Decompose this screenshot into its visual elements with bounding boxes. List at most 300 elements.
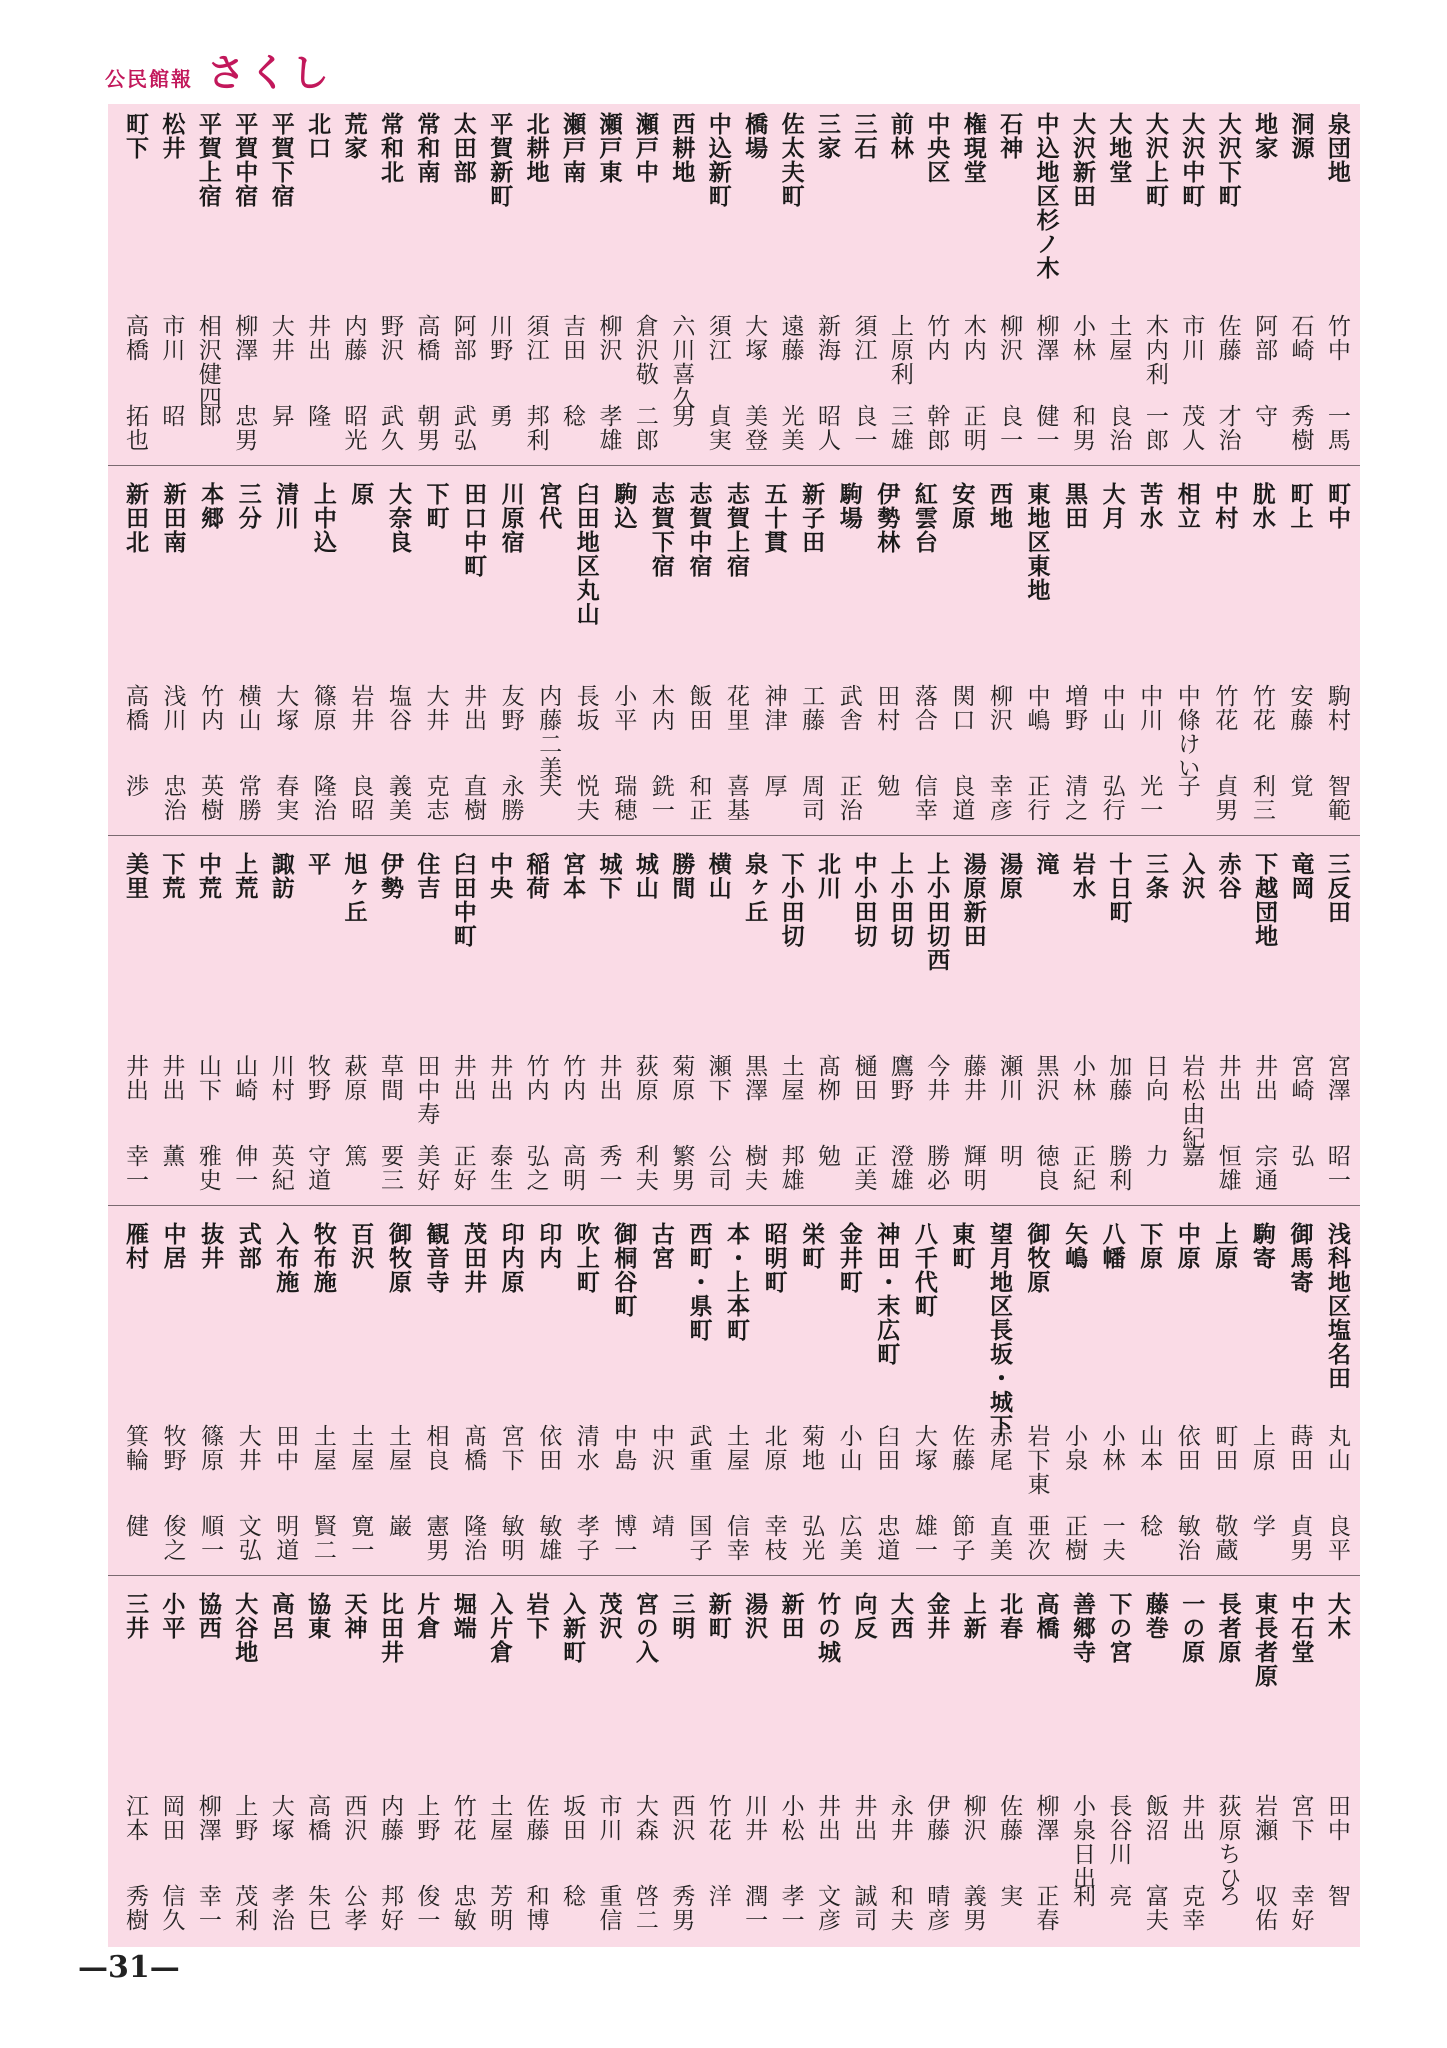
surname: 宮下	[497, 1424, 524, 1472]
place-name: 新田	[777, 1592, 805, 1640]
place-name: 下小田切	[777, 852, 805, 948]
place-name: 住吉	[413, 852, 441, 900]
given-name: 信久	[158, 1884, 185, 1932]
place-name: 御馬寄	[1286, 1222, 1314, 1294]
directory-entry	[757, 474, 791, 829]
directory-entry	[1247, 1584, 1281, 1939]
surname: 篠原	[197, 1424, 224, 1472]
given-name: 収佑	[1251, 1884, 1278, 1932]
directory-entry	[1095, 1214, 1129, 1569]
surname: 篠原	[309, 684, 336, 732]
surname: 神津	[760, 684, 787, 732]
directory-entry	[1247, 104, 1281, 459]
place-name: 八幡	[1098, 1222, 1126, 1270]
surname: 佐藤	[996, 1794, 1023, 1842]
surname: 浅川	[159, 684, 186, 732]
directory-entry	[337, 1584, 371, 1939]
surname: 倉沢敬	[631, 314, 658, 386]
directory-entry	[992, 1584, 1026, 1939]
surname: 市川	[158, 314, 185, 362]
given-name: 正明	[959, 404, 986, 452]
surname: 木内利	[1141, 314, 1168, 386]
surname: 野沢	[376, 314, 403, 362]
directory-entry	[883, 104, 917, 459]
place-name: 岩水	[1068, 852, 1096, 900]
place-name: 西町・県町	[685, 1222, 713, 1342]
place-name: 八千代町	[910, 1222, 938, 1318]
directory-entry	[1029, 844, 1063, 1199]
given-name: 泰生	[486, 1144, 513, 1192]
place-name: 下越団地	[1251, 852, 1279, 948]
place-name: 中小田切	[850, 852, 878, 948]
given-name: 夫	[535, 774, 562, 798]
surname: 相良	[422, 1424, 449, 1472]
surname: 落合	[910, 684, 937, 732]
surname: 佐藤	[948, 1424, 975, 1472]
directory-entry	[1284, 1584, 1318, 1939]
page-number: —31—	[78, 1950, 180, 1985]
surname: 大塚	[910, 1424, 937, 1472]
surname: 関口	[948, 684, 975, 732]
directory-entry	[1174, 104, 1208, 459]
given-name: 洋	[704, 1884, 731, 1908]
given-name: 和男	[1068, 404, 1095, 452]
surname: 小泉	[1061, 1424, 1088, 1472]
given-name: 誠司	[850, 1884, 877, 1932]
directory-entry	[156, 474, 190, 829]
given-name: 敏雄	[535, 1514, 562, 1562]
surname: 大井	[267, 314, 294, 362]
surname: 土屋	[723, 1424, 749, 1472]
directory-entry	[446, 844, 480, 1199]
given-name: 孝子	[572, 1514, 599, 1562]
given-name: 朱巳	[304, 1884, 331, 1932]
surname: 土屋	[1105, 314, 1132, 362]
place-name: 安原	[948, 482, 976, 530]
page-header	[105, 42, 333, 97]
place-name: 新子田	[798, 482, 826, 554]
place-name: 藤巻	[1141, 1592, 1169, 1640]
directory-entry	[1284, 104, 1318, 459]
given-name: 良一	[996, 404, 1023, 452]
surname: 柳澤	[1032, 1794, 1059, 1842]
place-name: 町中	[1324, 482, 1351, 530]
given-name: 常勝	[234, 774, 261, 822]
directory-entry	[832, 1214, 866, 1569]
place-name: 清川	[272, 482, 300, 530]
given-name: 輝明	[959, 1144, 986, 1192]
surname: 北原	[760, 1424, 787, 1472]
directory-entry	[1247, 844, 1281, 1199]
surname: 今井	[923, 1054, 950, 1102]
place-name: 茂沢	[595, 1592, 623, 1640]
given-name: 勇	[486, 404, 513, 428]
place-name: 大沢中町	[1178, 112, 1206, 208]
place-name: 栄町	[798, 1222, 826, 1270]
place-name: 平賀中宿	[231, 112, 259, 208]
place-name: 下荒	[158, 852, 186, 900]
directory-entry	[1284, 844, 1318, 1199]
given-name: 忠敏	[449, 1884, 476, 1932]
directory-entry	[118, 474, 152, 829]
directory-entry	[1138, 104, 1172, 459]
given-name: 良道	[948, 774, 975, 822]
surname: 井出	[814, 1794, 841, 1842]
surname: 土屋	[486, 1794, 513, 1842]
directory-entry	[191, 1584, 225, 1939]
place-name: 苦水	[1136, 482, 1164, 530]
given-name: 文彦	[814, 1884, 841, 1932]
given-name: 学	[1248, 1514, 1275, 1538]
given-name: 正美	[850, 1144, 877, 1192]
place-name: 城山	[631, 852, 659, 900]
place-name: 入片倉	[486, 1592, 514, 1664]
place-name: 大沢上町	[1141, 112, 1169, 208]
directory-entry	[919, 1584, 953, 1939]
surname: 臼田	[873, 1424, 900, 1472]
surname: 竹花	[704, 1794, 731, 1842]
surname: 小松	[777, 1794, 804, 1842]
given-name: 繁男	[668, 1144, 695, 1192]
place-name: 伊勢林	[873, 482, 901, 554]
directory-entry	[555, 1584, 589, 1939]
surname: 中條けい	[1173, 684, 1200, 780]
given-name: 俊一	[413, 1884, 440, 1932]
place-name: 湯原	[996, 852, 1024, 900]
surname: 瀬川	[996, 1054, 1023, 1102]
surname: 花里	[723, 684, 749, 732]
given-name: 宗通	[1251, 1144, 1278, 1192]
place-name: 上小田切西	[923, 852, 951, 972]
surname: 牧野	[304, 1054, 331, 1102]
place-name: 中居	[159, 1222, 187, 1270]
place-name: 吹上町	[572, 1222, 600, 1294]
surname: 西沢	[340, 1794, 367, 1842]
surname: 大森	[631, 1794, 658, 1842]
directory-entry	[1320, 1214, 1354, 1569]
given-name: 博一	[610, 1514, 637, 1562]
given-name: 正紀	[1068, 1144, 1095, 1192]
place-name: 中央区	[923, 112, 951, 184]
given-name: 和正	[685, 774, 712, 822]
surname: 横山	[234, 684, 261, 732]
directory-entry	[591, 1584, 625, 1939]
directory-entry	[591, 104, 625, 459]
directory-entry	[883, 844, 917, 1199]
given-name: 順一	[197, 1514, 224, 1562]
directory-entry	[1029, 104, 1063, 459]
given-name: 弘	[1287, 1144, 1314, 1168]
place-name: 平	[304, 852, 332, 876]
surname: 井出	[460, 684, 487, 732]
surname: 土屋	[347, 1424, 374, 1472]
directory-entry	[519, 104, 553, 459]
given-name: 樹夫	[741, 1144, 768, 1192]
place-name: 常和南	[413, 112, 441, 184]
directory-entry	[1282, 1214, 1316, 1569]
place-name: 矢嶋	[1061, 1222, 1089, 1270]
directory-entry	[446, 104, 480, 459]
directory-entry	[956, 844, 990, 1199]
given-name: 健	[122, 1514, 148, 1538]
directory-entry	[1132, 474, 1166, 829]
surname: 柳澤	[1032, 314, 1059, 362]
place-name: 中込新町	[704, 112, 732, 208]
directory-entry	[300, 844, 334, 1199]
given-name: 恒雄	[1214, 1144, 1241, 1192]
place-name: 大沢下町	[1214, 112, 1242, 208]
directory-entry	[118, 844, 152, 1199]
place-name: 大沢新田	[1068, 112, 1096, 208]
surname: 瀬下	[704, 1054, 731, 1102]
surname: 竹内	[522, 1054, 549, 1102]
given-name: 澄雄	[886, 1144, 913, 1192]
directory-entry	[606, 1214, 640, 1569]
surname: 佐藤	[522, 1794, 549, 1842]
given-name: 正好	[449, 1144, 476, 1192]
place-name: 昭明町	[760, 1222, 788, 1294]
place-name: 入沢	[1178, 852, 1206, 900]
surname: 牧野	[159, 1424, 186, 1472]
directory-entry	[1101, 1584, 1135, 1939]
place-name: 権現堂	[959, 112, 987, 184]
given-name: 直樹	[460, 774, 487, 822]
surname: 箕輪	[122, 1424, 148, 1472]
directory-entry	[1029, 1584, 1063, 1939]
surname: 須江	[704, 314, 731, 362]
given-name: 雅史	[194, 1144, 221, 1192]
given-name: 篤	[340, 1144, 367, 1168]
place-name: 相立	[1173, 482, 1201, 530]
directory-entry	[681, 1214, 715, 1569]
directory-band	[108, 1214, 1360, 1569]
place-name: 中村	[1211, 482, 1239, 530]
directory-entry	[1057, 474, 1091, 829]
place-name: 町下	[122, 112, 149, 160]
directory-entry	[681, 474, 715, 829]
directory-entry	[231, 1214, 265, 1569]
directory-entry	[381, 474, 415, 829]
given-name: 昭光	[340, 404, 367, 452]
surname: 土屋	[384, 1424, 411, 1472]
place-name: 上中込	[309, 482, 337, 554]
place-name: 平賀下宿	[267, 112, 295, 208]
place-name: 御牧原	[1023, 1222, 1051, 1294]
given-name: 良一	[850, 404, 877, 452]
directory-entry	[1138, 844, 1172, 1199]
given-name: 隆	[304, 404, 331, 428]
directory-entry	[373, 104, 407, 459]
given-name: 薫	[158, 1144, 185, 1168]
given-name: 正春	[1032, 1884, 1059, 1932]
surname: 遠藤	[777, 314, 804, 362]
place-name: 横山	[704, 852, 732, 900]
surname: 井出	[1214, 1054, 1241, 1102]
surname: 柳澤	[231, 314, 258, 362]
directory-entry	[846, 104, 880, 459]
given-name: 一馬	[1323, 404, 1350, 452]
band-divider	[108, 465, 1360, 466]
directory-entry	[343, 1214, 377, 1569]
surname: 木内	[647, 684, 674, 732]
directory-entry	[944, 474, 978, 829]
place-name: 湯原新田	[959, 852, 987, 948]
place-name: 大木	[1323, 1592, 1351, 1640]
directory-entry	[118, 1584, 152, 1939]
surname: 岡田	[158, 1794, 185, 1842]
given-name: 忠治	[159, 774, 186, 822]
given-name: 正治	[835, 774, 862, 822]
given-name: 勉	[873, 774, 900, 798]
surname: 井出	[449, 1054, 476, 1102]
surname: 赤尾	[985, 1424, 1012, 1472]
given-name: 健一	[1032, 404, 1059, 452]
directory-entry	[419, 1214, 453, 1569]
directory-entry	[982, 1214, 1016, 1569]
directory-entry	[409, 844, 443, 1199]
place-name: 臼田地区丸山	[572, 482, 600, 626]
surname: 宮下	[1287, 1794, 1314, 1842]
place-name: 赤谷	[1214, 852, 1242, 900]
directory-entry	[118, 104, 152, 459]
place-name: 下原	[1136, 1222, 1164, 1270]
place-name: 上新	[959, 1592, 987, 1640]
surname: 藤井	[959, 1054, 986, 1102]
given-name: 邦雄	[777, 1144, 804, 1192]
given-name: 貞男	[1286, 1514, 1313, 1562]
given-name: 幸枝	[760, 1514, 787, 1562]
given-name: 二郎	[631, 404, 658, 452]
directory-entry	[1174, 844, 1208, 1199]
surname: 市川	[595, 1794, 622, 1842]
surname: 中嶋	[1023, 684, 1050, 732]
surname: 柳沢	[595, 314, 622, 362]
directory-entry	[1211, 104, 1245, 459]
directory-entry	[628, 1584, 662, 1939]
place-name: 片倉	[413, 1592, 441, 1640]
surname: 樋田	[850, 1054, 877, 1102]
given-name: 良治	[1105, 404, 1132, 452]
given-name: 勝利	[1105, 1144, 1132, 1192]
surname: 飯沼	[1141, 1794, 1168, 1842]
given-name: 稔	[559, 1884, 586, 1908]
directory-entry	[531, 1214, 565, 1569]
surname: 須江	[522, 314, 549, 362]
surname: 高橋	[413, 314, 440, 362]
surname: 柳沢	[985, 684, 1012, 732]
directory-entry	[555, 104, 589, 459]
directory-entry	[446, 1584, 480, 1939]
directory-entry	[883, 1584, 917, 1939]
directory-entry	[644, 474, 678, 829]
place-name: 三分	[234, 482, 262, 530]
place-name: 竜岡	[1287, 852, 1315, 900]
place-name: 佐太夫町	[777, 112, 805, 208]
directory-entry	[1020, 1214, 1054, 1569]
surname: 田中寿	[413, 1054, 440, 1126]
surname: 小泉日出	[1068, 1794, 1095, 1890]
place-name: 泉団地	[1323, 112, 1351, 184]
place-name: 茂田井	[460, 1222, 488, 1294]
directory-entry	[409, 1584, 443, 1939]
place-name: 善郷寺	[1068, 1592, 1096, 1664]
given-name: 憲男	[422, 1514, 449, 1562]
directory-entry	[191, 104, 225, 459]
surname: 長坂	[572, 684, 599, 732]
surname: 岩井	[347, 684, 374, 732]
directory-entry	[482, 844, 516, 1199]
given-name: 公孝	[340, 1884, 367, 1932]
surname: 髙橋	[460, 1424, 487, 1472]
place-name: 瀬戸東	[595, 112, 623, 184]
directory-entry	[919, 104, 953, 459]
given-name: 三雄	[886, 404, 913, 452]
given-name: 正行	[1023, 774, 1050, 822]
directory-entry	[1211, 844, 1245, 1199]
given-name: 銑一	[647, 774, 674, 822]
place-name: 伊勢	[376, 852, 404, 900]
directory-entry	[701, 1584, 735, 1939]
directory-entry	[1170, 474, 1204, 829]
place-name: 勝間	[668, 852, 696, 900]
directory-entry	[1320, 474, 1354, 829]
given-name: 利夫	[631, 1144, 658, 1192]
surname: 井出	[850, 1794, 877, 1842]
directory-entry	[1065, 1584, 1099, 1939]
directory-entry	[701, 104, 735, 459]
directory-entry	[810, 104, 844, 459]
place-name: 新田北	[122, 482, 149, 554]
surname: 小林	[1098, 1424, 1125, 1472]
directory-entry	[337, 844, 371, 1199]
given-name: 貞実	[704, 404, 731, 452]
given-name: 信幸	[910, 774, 937, 822]
given-name: 孝一	[777, 1884, 804, 1932]
surname: 竹内	[923, 314, 950, 362]
directory-entry	[794, 1214, 828, 1569]
surname: 大井	[234, 1424, 261, 1472]
surname: 加藤	[1105, 1054, 1132, 1102]
surname: 荻原ちひ	[1214, 1794, 1241, 1890]
directory-entry	[794, 474, 828, 829]
given-name: 隆治	[460, 1514, 487, 1562]
given-name: ろ	[1214, 1884, 1241, 1908]
surname: 高橋	[122, 314, 148, 362]
surname: 井出	[158, 1054, 185, 1102]
directory-entry	[774, 1584, 808, 1939]
given-name: 敏治	[1173, 1514, 1200, 1562]
given-name: 忠男	[231, 404, 258, 452]
surname: 竹内	[197, 684, 224, 732]
place-name: 三石	[850, 112, 878, 160]
directory-entry	[737, 104, 771, 459]
directory-entry	[992, 844, 1026, 1199]
surname: 阿部	[449, 314, 476, 362]
surname: 土屋	[309, 1424, 336, 1472]
place-name: 駒寄	[1248, 1222, 1276, 1270]
place-name: 一の原	[1178, 1592, 1206, 1664]
given-name: 拓也	[122, 404, 148, 452]
surname: 安藤	[1286, 684, 1313, 732]
surname: 武舎	[835, 684, 862, 732]
surname: 上原	[1248, 1424, 1275, 1472]
surname: 阿部	[1251, 314, 1278, 362]
place-name: 駒場	[835, 482, 863, 530]
directory-entry	[664, 844, 698, 1199]
band-divider	[108, 1205, 1360, 1206]
directory-entry	[154, 844, 188, 1199]
place-name: 本郷	[197, 482, 225, 530]
